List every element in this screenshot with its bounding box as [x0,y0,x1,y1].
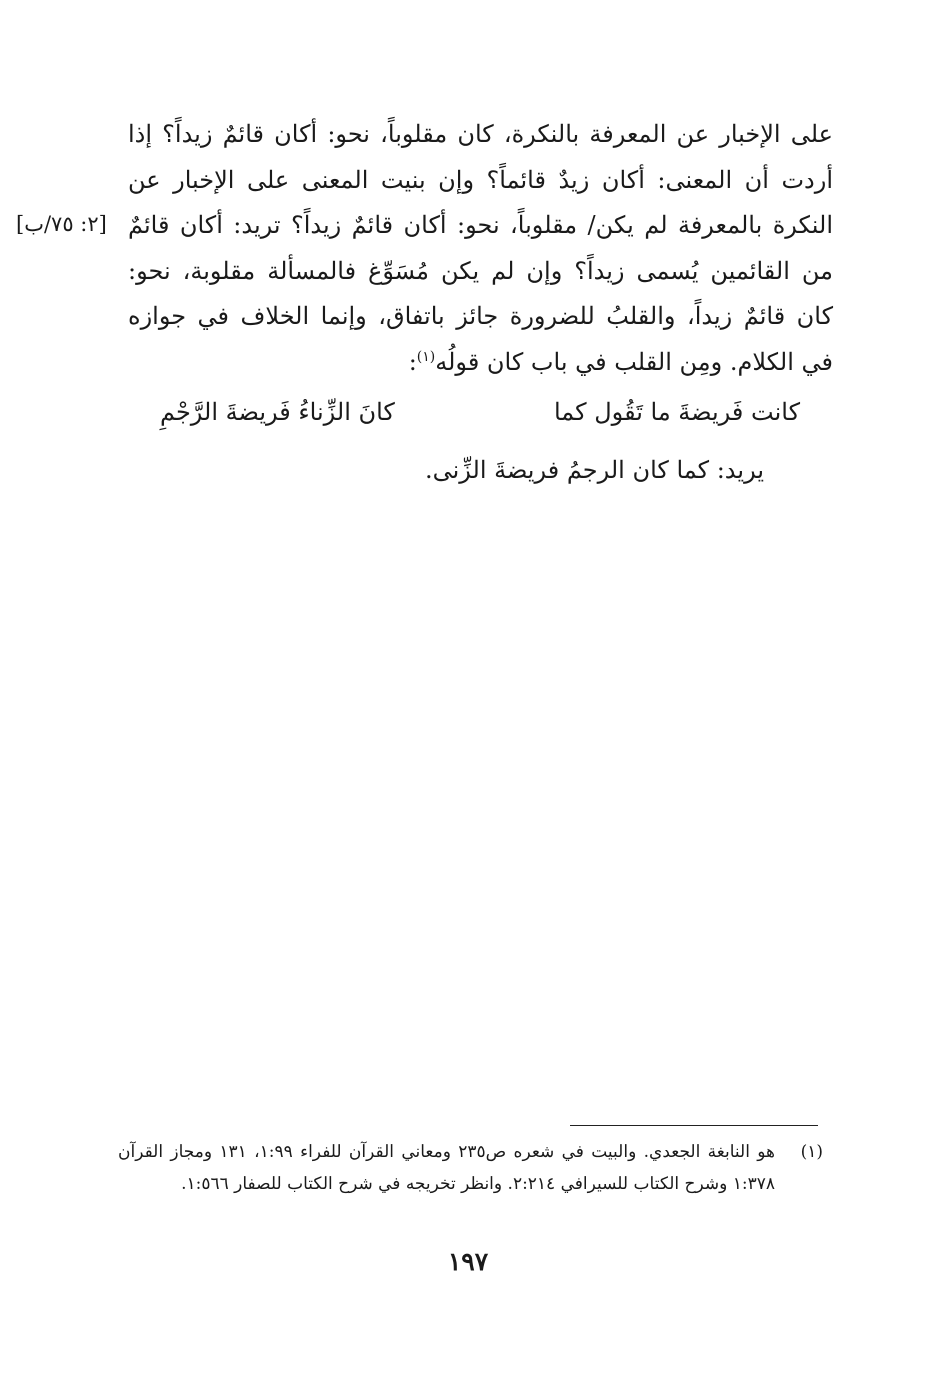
footnote-text: هو النابغة الجعدي. والبيت في شعره ص٢٣٥ ومعاني القرآن للفراء ١:٩٩، ١٣١ ومجاز القرآن ١:٣٧٨ وشرح الكتاب للسيرافي ٢:٢١٤. وانظر تخريجه في شرح الكتاب للصفار ١:٥٦٦. [118,1142,775,1194]
paragraph-colon: : [408,347,417,376]
paragraph-text [128,112,833,385]
footnote-reference: (١) [416,348,436,365]
poetry-verse [150,390,800,434]
footnote [118,1136,823,1200]
main-paragraph [128,112,833,385]
paragraph-body: على الإخبار عن المعرفة بالنكرة، كان مقلوباً، نحو: أكان قائمٌ زيداً؟ إذا أردت أن المعنى: أكان زيدٌ قائماً؟ وإن بنيت المعنى على الإخبار عن النكرة بالمعرفة لم يكن/ مقلوباً، نحو: أكان قائمٌ زيداً؟ تريد: أكان قائمٌ من القائمين يُسمى زيداً؟ وإن لم يكن مُسَوِّغ فالمسألة مقلوبة، نحو: كان قائمٌ زيداً، والقلبُ للضرورة جائز باتفاق، وإنما الخلاف في جوازه في الكلام. ومِن القلب في باب كان قولُه [128,120,833,376]
verse-explanation: يريد: كما كان الرجمُ فريضةَ الزِّنى. [424,456,764,484]
footnote-marker: (١) [800,1142,823,1162]
verse-first-hemistich: كانت فَريضةَ ما تَقُول كما [553,398,800,426]
verse-second-hemistich: كانَ الزِّناءُ فَريضةَ الرَّجْمِ [160,398,395,426]
footnote-separator [570,1125,818,1126]
footnotes-section [118,1136,823,1200]
manuscript-folio-reference: [٢: ٧٥/ب] [16,212,107,236]
page-number: ١٩٧ [447,1247,489,1276]
